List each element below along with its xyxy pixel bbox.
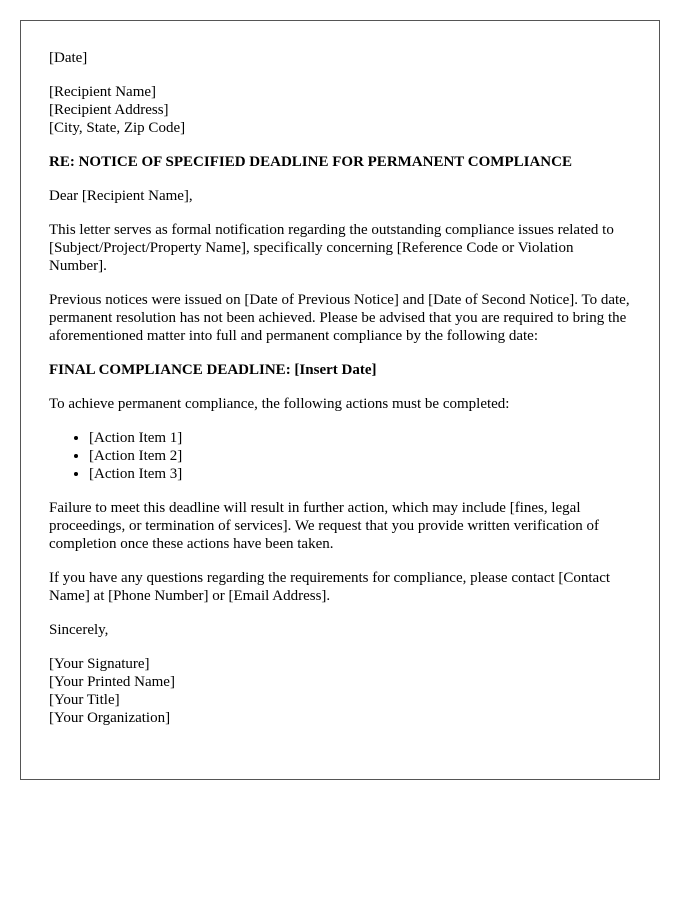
deadline-line: FINAL COMPLIANCE DEADLINE: [Insert Date] bbox=[49, 362, 377, 378]
recipient-address: [Recipient Address] bbox=[49, 102, 169, 118]
letter-date: [Date] bbox=[49, 50, 88, 66]
action-item: • [Action Item 3] bbox=[89, 465, 631, 483]
recipient-city: [City, State, Zip Code] bbox=[49, 120, 186, 136]
greeting: Dear [Recipient Name], bbox=[49, 188, 193, 204]
subject-line: RE: NOTICE OF SPECIFIED DEADLINE FOR PERMANENT COMPLIANCE bbox=[49, 154, 572, 170]
signer-title: [Your Title] bbox=[49, 692, 120, 708]
paragraph-contact: If you have any questions regarding the requirements for compliance, please contact [Contact Name] at [Phone Number] or [Email Address]. bbox=[49, 570, 611, 604]
action-item: • [Action Item 1] bbox=[89, 429, 631, 447]
recipient-block bbox=[49, 83, 631, 137]
closing: Sincerely, bbox=[49, 622, 109, 638]
signer-organization: [Your Organization] bbox=[49, 710, 171, 726]
paragraph-consequences: Failure to meet this deadline will result in further action, which may include [fines, legal proceedings, or termination of services]. We request that you provide written verification of completion once these actions have been taken. bbox=[49, 500, 600, 552]
paragraph-notification: This letter serves as formal notification regarding the outstanding compliance issues related to [Subject/Project/Property Name], specifically concerning [Reference Code or Violation Number]. bbox=[49, 222, 614, 274]
signature-line: [Your Signature] bbox=[49, 656, 150, 672]
paragraph-previous-notices: Previous notices were issued on [Date of Previous Notice] and [Date of Second Notice]. To date, permanent resolution has not been achieved. Please be advised that you are required to bring the aforementioned matter into full and permanent compliance by the following date: bbox=[49, 292, 630, 344]
printed-name: [Your Printed Name] bbox=[49, 674, 175, 690]
recipient-name: [Recipient Name] bbox=[49, 84, 157, 100]
signature-block bbox=[49, 655, 631, 727]
action-item: • [Action Item 2] bbox=[89, 447, 631, 465]
actions-intro: To achieve permanent compliance, the following actions must be completed: bbox=[49, 396, 510, 412]
action-list bbox=[49, 429, 631, 483]
letter-document bbox=[20, 20, 660, 780]
